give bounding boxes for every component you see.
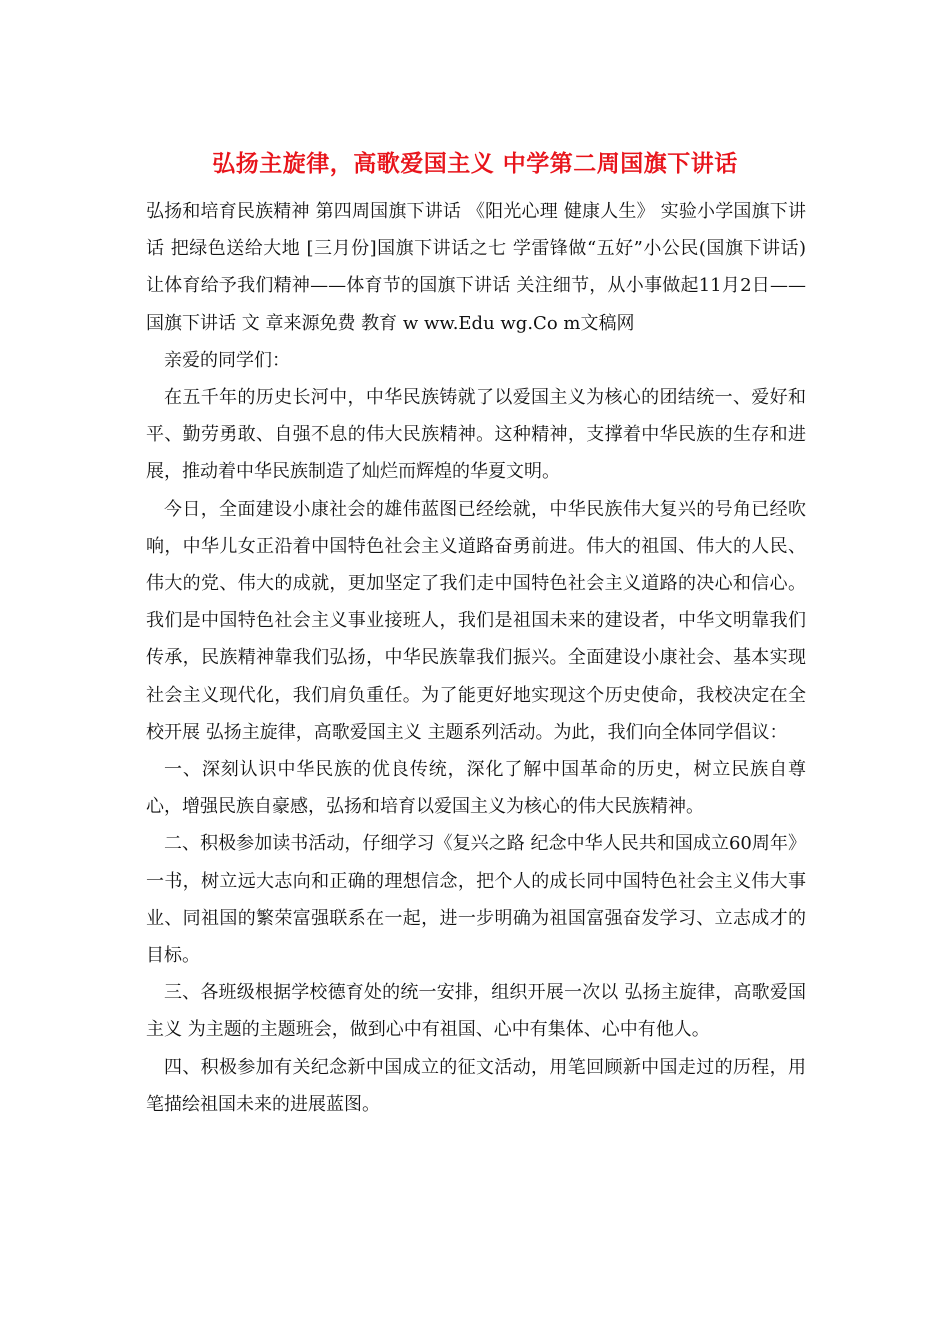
greeting: 亲爱的同学们： <box>164 349 290 371</box>
paragraph-2: 今日，全面建设小康社会的雄伟蓝图已经绘就，中华民族伟大复兴的号角已经吹响，中华儿女正沿着中国特色社会主义道路奋勇前进。伟大的祖国、伟大的人民、伟大的党、伟大的成就，更加坚定了我们走中国特色社会主义道路的决心和信心。我们是中国特色社会主义事业接班人，我们是祖国未来的建设者，中华文明靠我们传承，民族精神靠我们弘扬，中华民族靠我们振兴。全面建设小康社会、基本实现社会主义现代化，我们肩负重任。为了能更好地实现这个历史使命，我校决定在全校开展 弘扬主旋律，高歌爱国主义 主题系列活动。为此，我们向全体同学倡议： <box>146 498 806 743</box>
document-body <box>146 193 806 1123</box>
document-title: 弘扬主旋律，高歌爱国主义 中学第二周国旗下讲话 <box>212 151 738 177</box>
proposal-item-2: 二、积极参加读书活动，仔细学习《复兴之路 纪念中华人民共和国成立60周年》一书，树立远大志向和正确的理想信念，把个人的成长同中国特色社会主义伟大事业、同祖国的繁荣富强联系在一起，进一步明确为祖国富强奋发学习、立志成才的目标。 <box>146 833 806 967</box>
proposal-item-1: 一、深刻认识中华民族的优良传统，深化了解中国革命的历史，树立民族自尊心，增强民族自豪感，弘扬和培育以爱国主义为核心的伟大民族精神。 <box>146 759 806 818</box>
proposal-item-4: 四、积极参加有关纪念新中国成立的征文活动，用笔回顾新中国走过的历程，用笔描绘祖国未来的进展蓝图。 <box>146 1056 806 1115</box>
proposal-item-3: 三、各班级根据学校德育处的统一安排，组织开展一次以 弘扬主旋律，高歌爱国主义 为主题的主题班会，做到心中有祖国、心中有集体、心中有他人。 <box>146 982 806 1041</box>
header-links-paragraph: 弘扬和培育民族精神 第四周国旗下讲话 《阳光心理 健康人生》 实验小学国旗下讲话 把绿色送给大地 [三月份]国旗下讲话之七 学雷锋做“五好”小公民(国旗下讲话) 让体育给予我们精神——体育节的国旗下讲话 关注细节，从小事做起11月2日——国旗下讲话 文 章来源免费 教育 w ww.Edu wg.Co m文稿网 <box>146 201 806 334</box>
paragraph-1: 在五千年的历史长河中，中华民族铸就了以爱国主义为核心的团结统一、爱好和平、勤劳勇敢、自强不息的伟大民族精神。这种精神，支撑着中华民族的生存和进展，推动着中华民族制造了灿烂而辉煌的华夏文明。 <box>146 387 806 483</box>
